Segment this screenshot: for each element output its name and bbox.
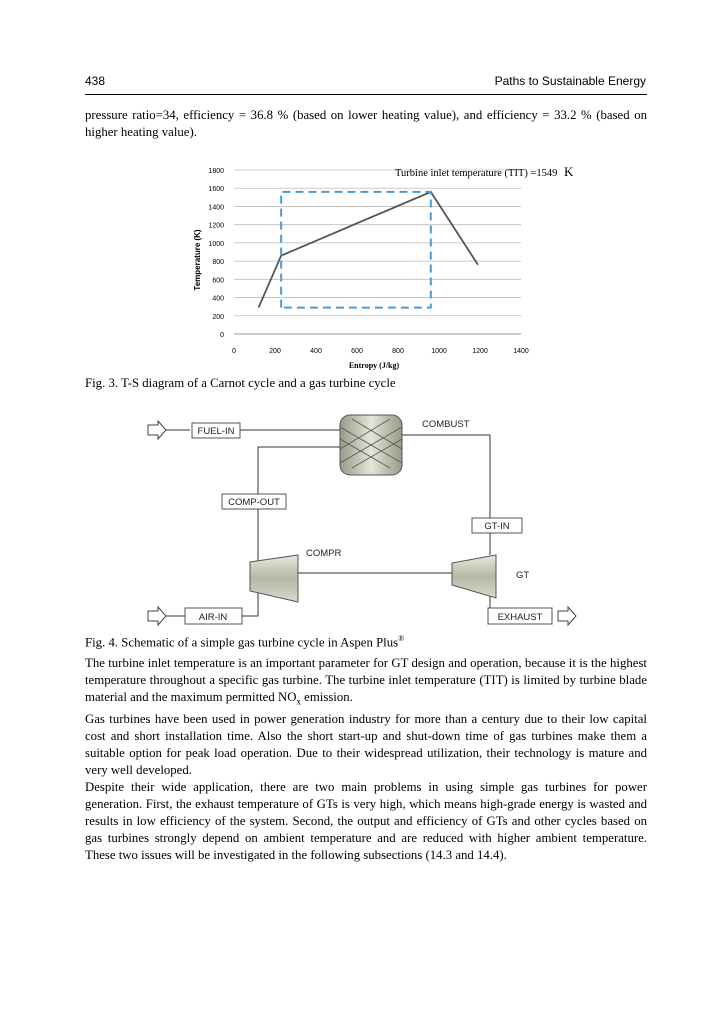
x-axis-label: Entropy (J/kg): [348, 361, 400, 370]
fuel-in-label: FUEL-IN: [197, 426, 235, 437]
exhaust-label: EXHAUST: [497, 612, 543, 623]
y-tick-label: 1800: [208, 168, 224, 175]
x-tick-labels: [232, 348, 529, 355]
gt-label: GT: [516, 570, 530, 581]
y-tick-label: 1000: [208, 240, 224, 248]
fuel-feed-arrow-icon: [148, 421, 166, 439]
x-tick-label: 0: [232, 348, 236, 355]
paragraph-tit: [85, 655, 647, 711]
x-tick-label: 1200: [472, 348, 488, 355]
intro-paragraph: pressure ratio=34, efficiency = 36.8 % (based on lower heating value), and efficiency = 33.2 % (based on higher heating value).: [85, 108, 647, 139]
header-rule: [85, 94, 647, 95]
carnot-cycle-line: [281, 192, 431, 308]
figure-4-caption: [85, 634, 404, 650]
y-axis-label: Temperature (K): [193, 229, 202, 291]
gas-turbine-cycle-line: [259, 192, 478, 308]
paragraph-tit-text: The turbine inlet temperature is an important parameter for GT design and operation, because it is the highest temperature throughout a specific gas turbine. The turbine inlet temperature (TIT) is limited by turbine blade material and the maximum permitted NO: [85, 656, 647, 704]
turbine-block-icon: [452, 555, 496, 598]
x-tick-label: 400: [310, 348, 322, 355]
body-text: [85, 655, 647, 864]
x-tick-label: 1400: [513, 348, 529, 355]
gas-turbine-schematic: [140, 405, 590, 630]
combust-label: COMBUST: [422, 419, 470, 430]
y-tick-label: 200: [212, 313, 224, 321]
annotation-text: Turbine inlet temperature (TIT) =1549: [395, 168, 558, 179]
nox-subscript: x: [296, 696, 301, 707]
ts-diagram-chart: [185, 160, 574, 375]
gt-in-stream-line: [400, 435, 490, 555]
paragraph-problems: Despite their wide application, there are two main problems in using simple gas turbines for power generation. First, the exhaust temperature of GTs is very high, which means high-grade energy is wasted and results in low efficiency of the system. Second, the output and efficiency of GTs and other cycles based on gas turbines strongly depend on ambient temperature and are reduced with higher ambient temperature. These two issues will be investigated in the following subsections (14.3 and 14.4).: [85, 779, 647, 862]
y-tick-label: 1400: [208, 204, 224, 212]
figure-3-caption: Fig. 3. T-S diagram of a Carnot cycle and a gas turbine cycle: [85, 376, 396, 390]
paragraph-history: Gas turbines have been used in power generation industry for more than a century due to their low capital cost and short installation time. Also the short start-up and shut-down time of gas turbines make them a suitable option for peak load operation. Due to their widespread utilization, their technology is mature and very well developed.: [85, 711, 647, 777]
compressor-block-icon: [250, 555, 298, 602]
y-tick-label: 1200: [208, 222, 224, 230]
paragraph-tit-end: emission.: [300, 690, 353, 704]
comp-out-label: COMP-OUT: [228, 497, 280, 508]
annotation-unit: K: [564, 164, 574, 179]
gt-in-label: GT-IN: [484, 521, 510, 532]
running-title: Paths to Sustainable Energy: [494, 74, 646, 88]
y-tick-label: 0: [220, 332, 224, 339]
y-tick-labels: [208, 168, 224, 339]
x-tick-label: 1000: [431, 348, 447, 355]
y-tick-label: 400: [212, 295, 224, 303]
exhaust-product-arrow-icon: [558, 607, 576, 625]
x-tick-label: 600: [351, 348, 363, 355]
y-tick-label: 600: [212, 277, 224, 285]
chart-grid: [234, 170, 521, 334]
air-in-label: AIR-IN: [198, 612, 228, 623]
chart-series: [259, 192, 478, 308]
x-tick-label: 800: [392, 348, 404, 355]
x-tick-label: 200: [269, 348, 281, 355]
air-in-stream-line: [242, 590, 258, 616]
y-tick-label: 1600: [208, 186, 224, 194]
y-tick-label: 800: [212, 259, 224, 267]
chart-annotation: [395, 164, 574, 179]
combustor-block-icon: [340, 415, 402, 475]
compr-label: COMPR: [306, 548, 342, 559]
figure-4-caption-text: Fig. 4. Schematic of a simple gas turbine cycle in Aspen Plus: [85, 635, 399, 650]
page-number: 438: [85, 74, 106, 88]
registered-mark: ®: [398, 634, 405, 643]
air-feed-arrow-icon: [148, 607, 166, 625]
